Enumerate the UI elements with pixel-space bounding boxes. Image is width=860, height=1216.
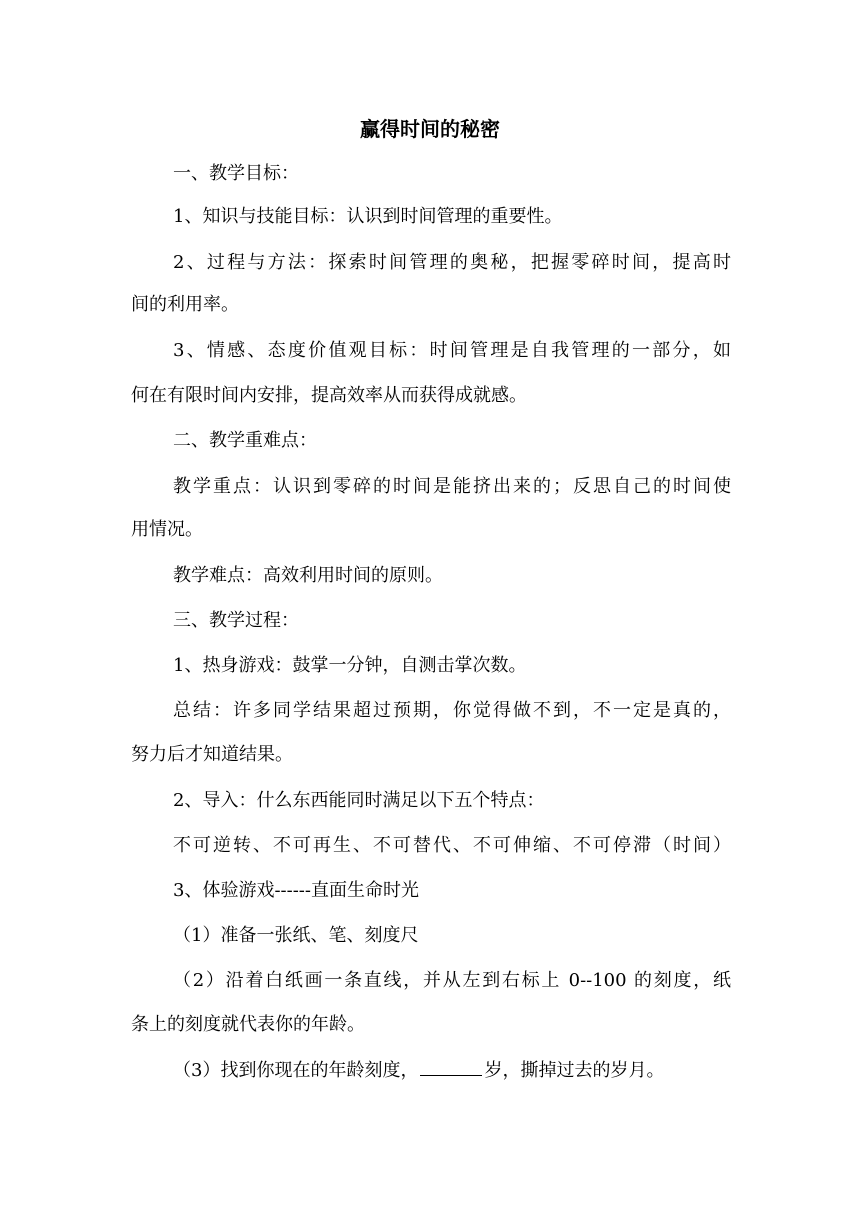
- text-after-blank: 岁，撕掉过去的岁月。: [484, 1060, 665, 1081]
- paragraph-line: 2、过程与方法：探索时间管理的奥秘，把握零碎时间，提高时: [173, 252, 731, 273]
- paragraph-line: 教学难点：高效利用时间的原则。: [173, 565, 443, 586]
- paragraph-line: （2）沿着白纸画一条直线，并从左到右标上 0--100 的刻度，纸: [173, 970, 731, 991]
- section-heading-objectives: 一、教学目标：: [173, 163, 299, 184]
- paragraph-line: 1、知识与技能目标：认识到时间管理的重要性。: [173, 206, 563, 227]
- fill-in-blank: [420, 1057, 482, 1076]
- section-heading-key-points: 二、教学重难点：: [173, 430, 317, 451]
- paragraph-line: （1）准备一张纸、笔、刻度尺: [173, 925, 419, 946]
- text-before-blank: （3）找到你现在的年龄刻度，: [173, 1060, 419, 1081]
- paragraph-line: 条上的刻度就代表你的年龄。: [131, 1014, 365, 1035]
- paragraph-line: 努力后才知道结果。: [131, 744, 293, 765]
- paragraph-line: 总结：许多同学结果超过预期，你觉得做不到，不一定是真的，: [173, 700, 731, 721]
- paragraph-line: 1、热身游戏：鼓掌一分钟，自测击掌次数。: [173, 655, 527, 676]
- paragraph-line: 用情况。: [131, 519, 203, 540]
- paragraph-line: 不可逆转、不可再生、不可替代、不可伸缩、不可停滞（时间）: [173, 835, 731, 856]
- paragraph-line: 教学重点：认识到零碎的时间是能挤出来的；反思自己的时间使: [173, 476, 731, 497]
- paragraph-line-with-blank: [173, 1057, 733, 1085]
- paragraph-line: 3、体验游戏------直面生命时光: [173, 880, 419, 901]
- paragraph-line: 2、导入：什么东西能同时满足以下五个特点：: [173, 790, 545, 811]
- section-heading-process: 三、教学过程：: [173, 610, 299, 631]
- paragraph-line: 3、情感、态度价值观目标：时间管理是自我管理的一部分，如: [173, 340, 731, 361]
- document-title: 赢得时间的秘密: [360, 117, 500, 141]
- paragraph-line: 何在有限时间内安排，提高效率从而获得成就感。: [131, 385, 527, 406]
- paragraph-line: 间的利用率。: [131, 294, 239, 315]
